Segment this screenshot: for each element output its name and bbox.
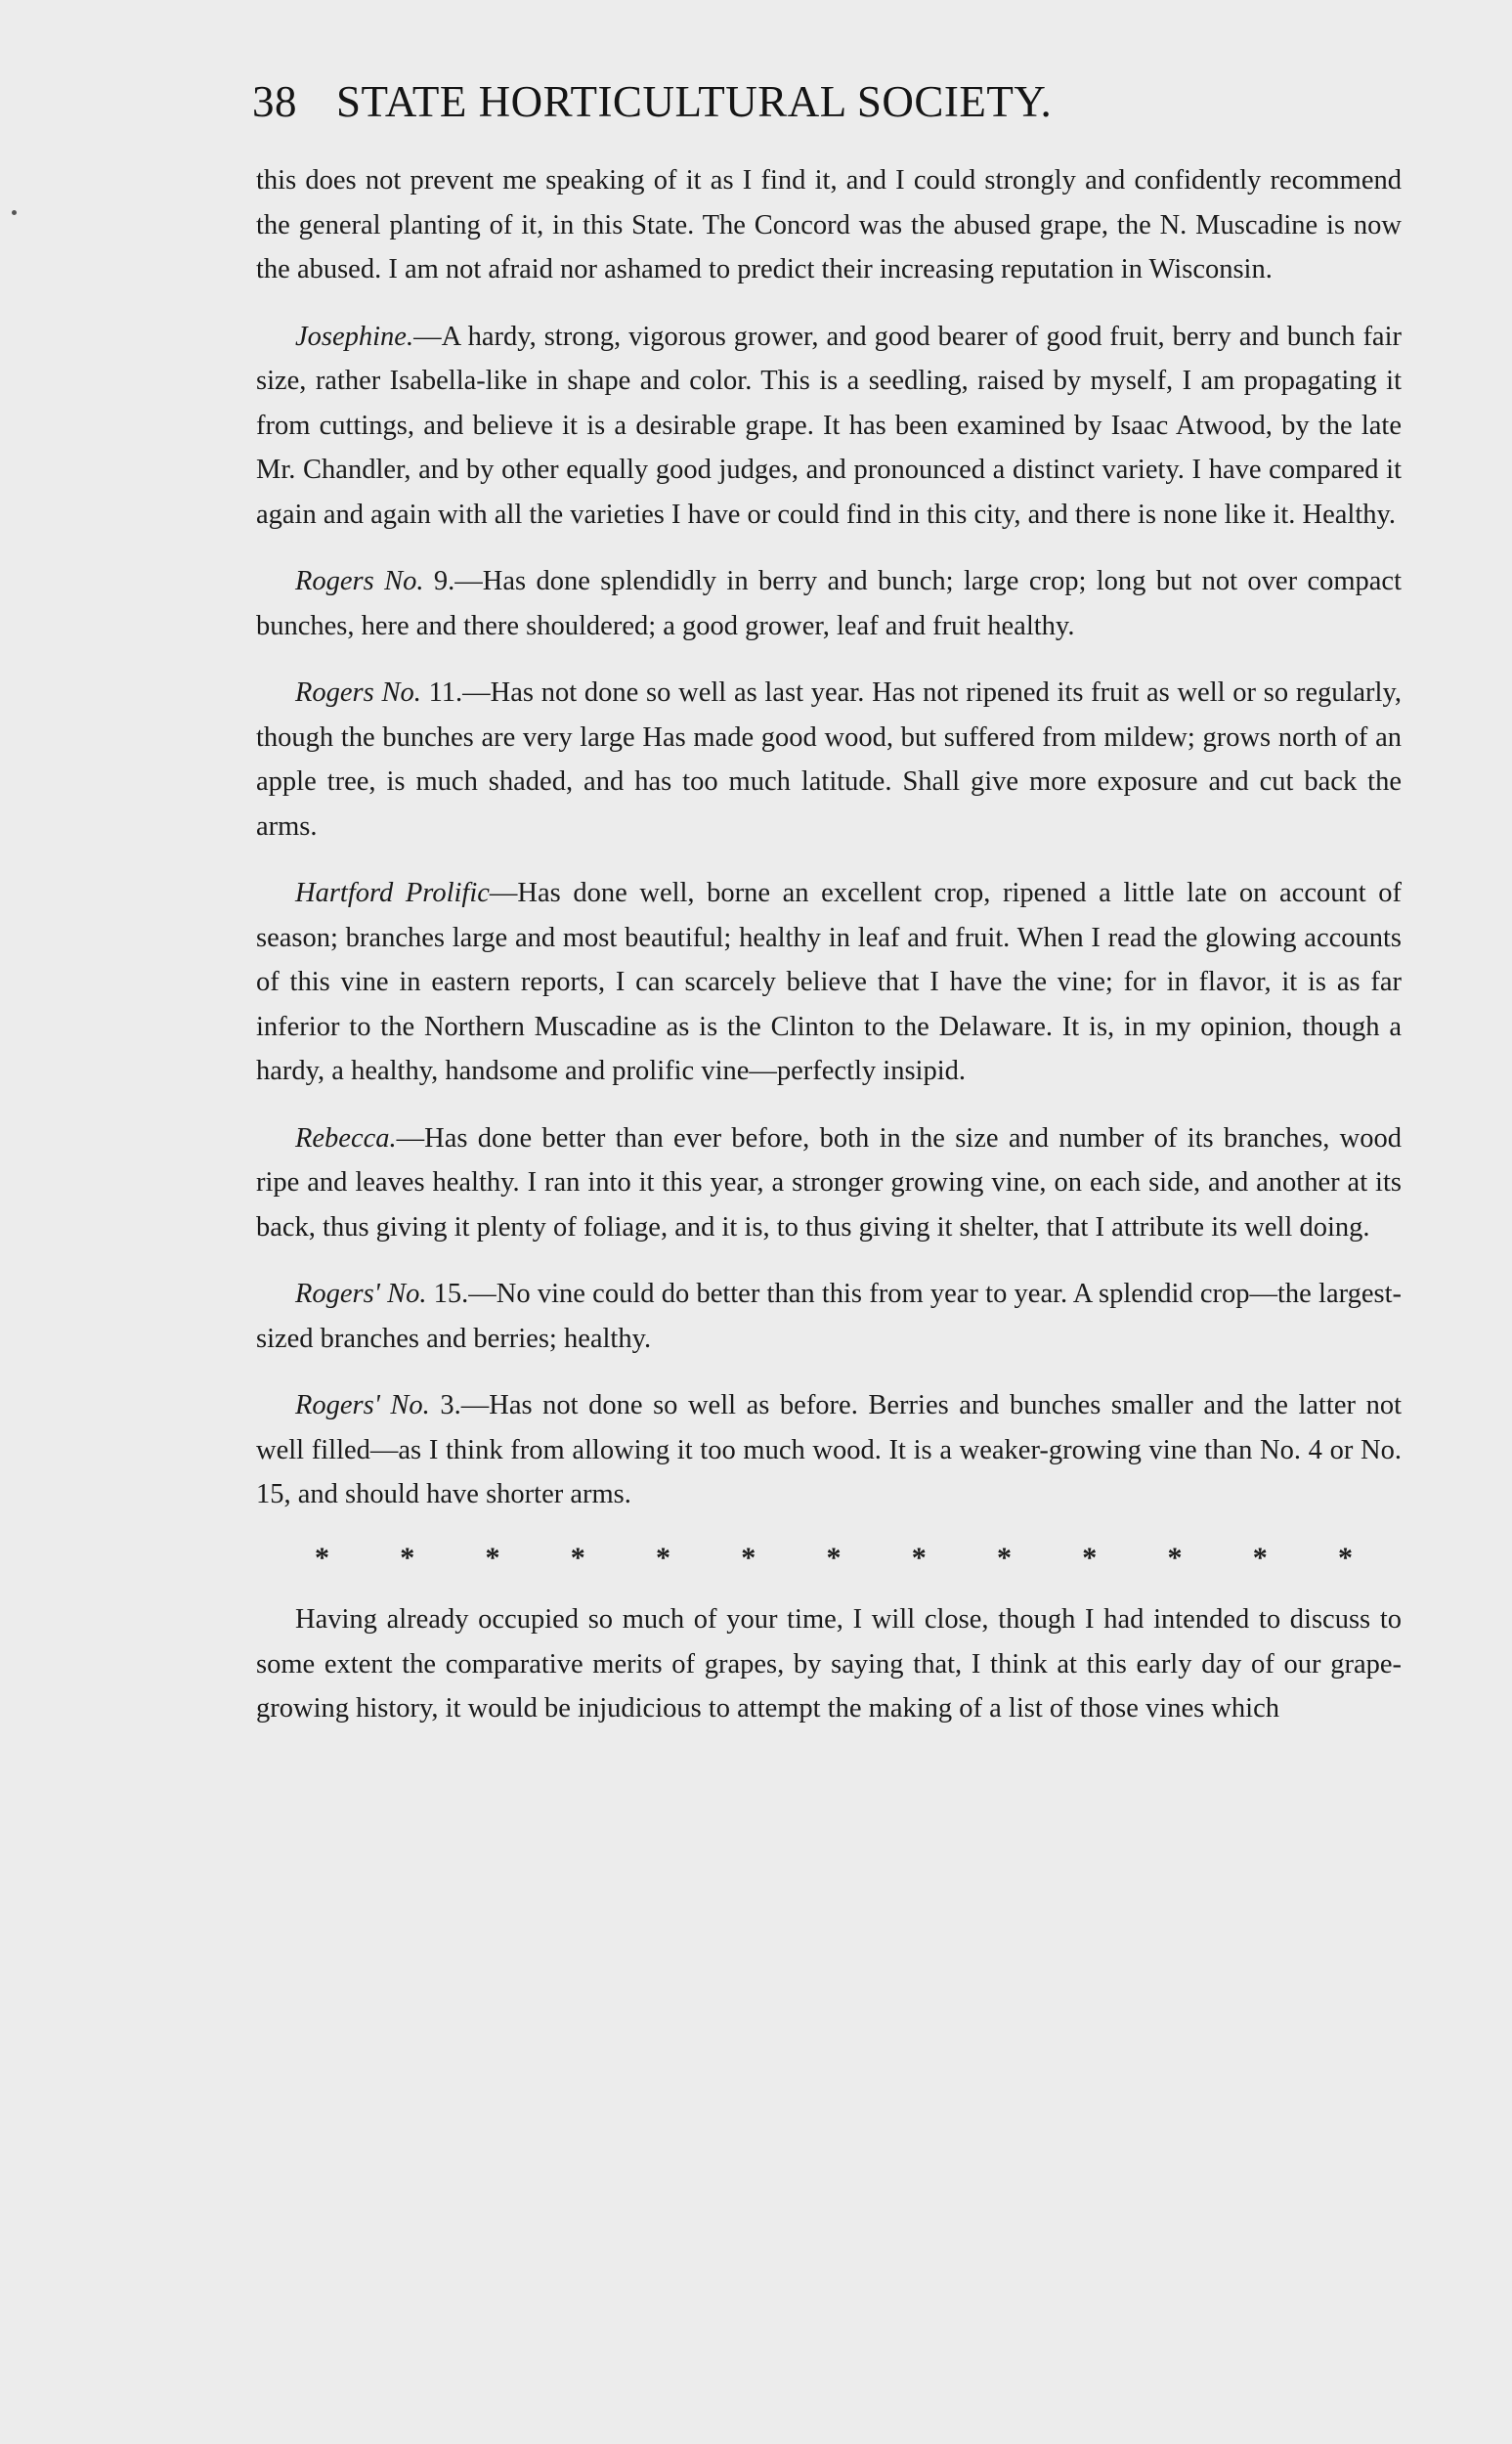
page-number: 38 xyxy=(252,77,297,126)
body-text xyxy=(256,158,1402,1754)
running-title: STATE HORTICULTURAL SOCIETY. xyxy=(336,77,1053,126)
entry-name: Rogers No. xyxy=(295,677,421,708)
asterisk: * xyxy=(741,1541,756,1574)
paragraph-text: 11.—Has not done so well as last year. Has not ripened its fruit as well or so regularly, though the bunches are very large Has made good wood, but suffered from mildew; grows north of an apple tree, is much shaded, and has too much latitude. Shall give more exposure and cut back the arms. xyxy=(256,677,1402,842)
section-separator xyxy=(256,1536,1402,1581)
asterisk: * xyxy=(1082,1541,1098,1574)
asterisk: * xyxy=(485,1541,500,1574)
paragraph-rogers-3 xyxy=(256,1383,1402,1517)
entry-name: Rogers' No. xyxy=(295,1390,430,1420)
paragraph-continuation xyxy=(256,158,1402,292)
paragraph-text: 15.—No vine could do better than this from year to year. A splendid crop—the largest-sized branches and berries; healthy. xyxy=(256,1279,1402,1354)
paragraph-text: 3.—Has not done so well as before. Berries and bunches smaller and the latter not well filled—as I think from allowing it too much wood. It is a weaker-growing vine than No. 4 or No. 15, and should have shorter arms. xyxy=(256,1390,1402,1509)
entry-name: Rebecca. xyxy=(295,1122,397,1154)
entry-name: Josephine. xyxy=(295,321,414,352)
paragraph-text: 9.—Has done splendidly in berry and bunch; large crop; long but not over compact bunches, here and there shouldered; a good grower, leaf and fruit healthy. xyxy=(256,566,1402,641)
entry-name: Rogers No. xyxy=(295,566,424,596)
asterisk: * xyxy=(1167,1541,1183,1574)
paragraph-rebecca xyxy=(256,1116,1402,1250)
asterisk: * xyxy=(656,1541,670,1574)
entry-name: Rogers' No. xyxy=(295,1279,427,1309)
paragraph-text: —Has done better than ever before, both in the size and number of its branches, wood ripe and leaves healthy. I ran into it this year, a stronger growing vine, on each side, and another at its back, thus giving it plenty of foliage, and it is, to thus giving it shelter, that I attribute its well doing. xyxy=(256,1122,1402,1243)
asterisk: * xyxy=(1252,1541,1268,1574)
asterisk: * xyxy=(400,1541,415,1574)
paragraph-rogers-15 xyxy=(256,1272,1402,1361)
asterisk: * xyxy=(911,1541,927,1574)
page-header xyxy=(252,76,1230,135)
paragraph-closing xyxy=(256,1597,1402,1731)
asterisk: * xyxy=(997,1541,1012,1574)
paragraph-rogers-9 xyxy=(256,559,1402,648)
paragraph-text: Having already occupied so much of your time, I will close, though I had intended to discuss to some extent the comparative merits of grapes, by saying that, I think at this early day of our grape-growing history, it would be injudicious to attempt the making of a list of those vines which xyxy=(256,1604,1402,1724)
entry-name: Hartford Prolific xyxy=(295,878,490,908)
paragraph-josephine xyxy=(256,315,1402,538)
asterisk: * xyxy=(826,1541,842,1574)
margin-mark xyxy=(12,210,17,215)
paragraph-hartford-prolific xyxy=(256,871,1402,1094)
paragraph-text: —Has done well, borne an excellent crop, ripened a little late on account of season; branches large and most beautiful; healthy in leaf and fruit. When I read the glowing accounts of this vine in eastern reports, I can scarcely believe that I have the vine; for in flavor, it is as far inferior to the Northern Muscadine as is the Clinton to the Delaware. It is, in my opinion, though a hardy, a healthy, handsome and prolific vine—perfectly insipid. xyxy=(256,878,1402,1086)
asterisk: * xyxy=(570,1541,585,1574)
paragraph-text: this does not prevent me speaking of it as I find it, and I could strongly and confidently recommend the general planting of it, in this State. The Concord was the abused grape, the N. Muscadine is now the abused. I am not afraid nor ashamed to predict their increasing reputation in Wisconsin. xyxy=(256,165,1402,284)
asterisk: * xyxy=(1338,1541,1353,1574)
paragraph-text: —A hardy, strong, vigorous grower, and good bearer of good fruit, berry and bunch fair size, rather Isabella-like in shape and color. This is a seedling, raised by myself, I am propagating it from cuttings, and believe it is a desirable grape. It has been examined by Isaac Atwood, by the late Mr. Chandler, and by other equally good judges, and pronounced a distinct variety. I have compared it again and again with all the varieties I have or could find in this city, and there is none like it. Healthy. xyxy=(256,321,1402,530)
paragraph-rogers-11 xyxy=(256,671,1402,849)
asterisk: * xyxy=(315,1541,329,1574)
